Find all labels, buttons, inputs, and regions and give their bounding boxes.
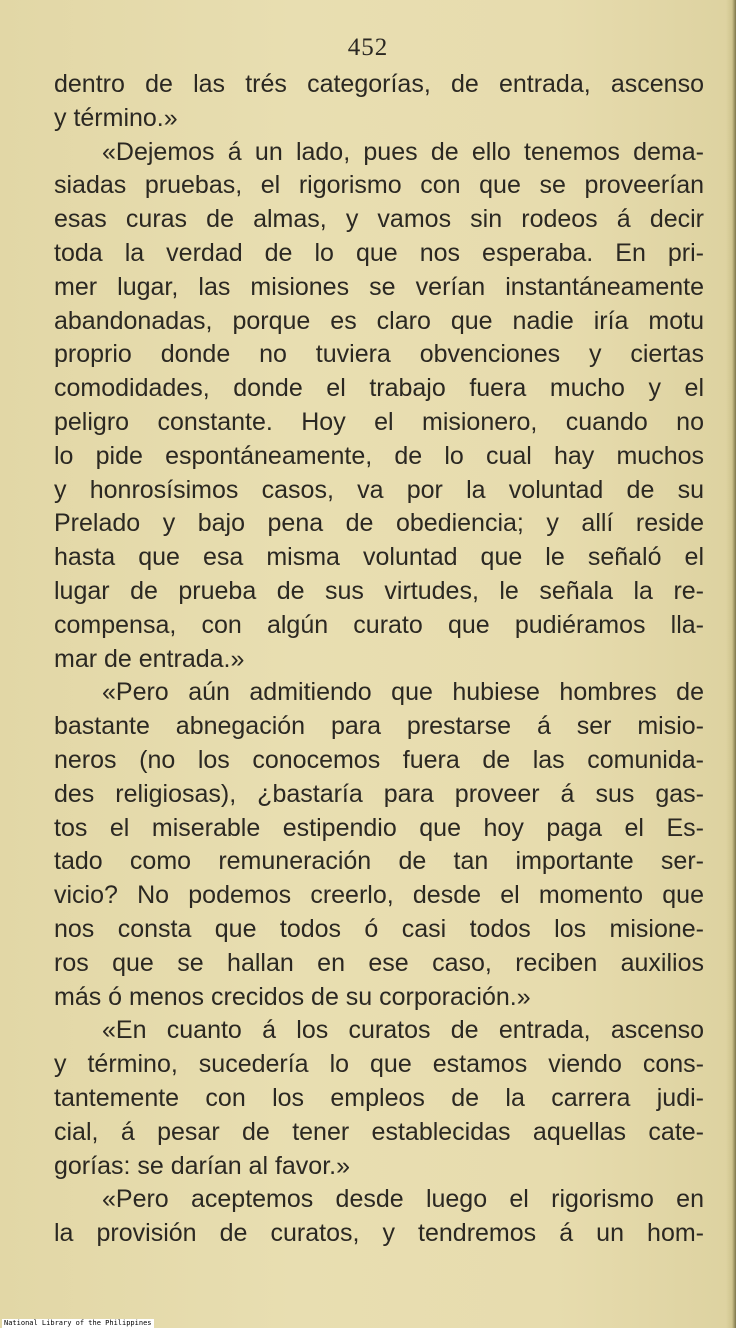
text-line: Prelado y bajo pena de obediencia; y allí reside (54, 509, 704, 538)
text-line: mer lugar, las misiones se verían instantáneamente (54, 272, 704, 301)
text-line: compensa, con algún curato que pudiéramos lla- (54, 610, 704, 639)
text-line: vicio? No podemos creerlo, desde el momento que (54, 881, 704, 910)
text-line: abandonadas, porque es claro que nadie iría motu (54, 306, 704, 335)
text-line: «Dejemos á un lado, pues de ello tenemos dema- (102, 137, 704, 166)
text-line: gorías: se darían al favor.» (54, 1151, 351, 1180)
text-line: dentro de las trés categorías, de entrada, ascenso (54, 70, 704, 98)
page-edge-shadow (726, 0, 736, 1328)
text-line: «Pero aún admitiendo que hubiese hombres de (102, 678, 704, 707)
page-number: 452 (347, 34, 389, 61)
text-line: ros que se hallan en ese caso, reciben auxilios (54, 948, 704, 977)
text-line: proprio donde no tuviera obvenciones y ciertas (54, 340, 704, 369)
text-line: bastante abnegación para prestarse á ser misio- (54, 712, 704, 741)
text-line: toda la verdad de lo que nos esperaba. En pri- (54, 238, 704, 267)
text-line: lugar de prueba de sus virtudes, le señala la re- (54, 576, 704, 605)
footer-credit: National Library of the Philippines (4, 1319, 152, 1327)
text-line: tantemente con los empleos de la carrera judi- (54, 1083, 704, 1112)
text-line: la provisión de curatos, y tendremos á un hom- (54, 1219, 704, 1248)
text-line: cial, á pesar de tener establecidas aquellas cate- (54, 1117, 704, 1146)
text-line: siadas pruebas, el rigorismo con que se proveerían (54, 171, 704, 200)
text-line: tos el miserable estipendio que hoy paga el Es- (54, 813, 704, 842)
text-line: hasta que esa misma voluntad que le señaló el (54, 543, 704, 572)
text-line: y honrosísimos casos, va por la voluntad de su (54, 475, 704, 504)
text-line: más ó menos crecidos de su corporación.» (54, 982, 531, 1011)
body-text (54, 68, 704, 1251)
text-line: des religiosas), ¿bastaría para proveer á sus gas- (54, 779, 704, 808)
text-line: mar de entrada.» (54, 644, 245, 673)
text-line: «En cuanto á los curatos de entrada, ascenso (102, 1016, 704, 1045)
text-line: y término, sucedería lo que estamos viendo cons- (54, 1050, 704, 1079)
text-line: comodidades, donde el trabajo fuera mucho y el (54, 374, 704, 403)
text-line: neros (no los conocemos fuera de las comunida- (54, 745, 704, 774)
text-line: y término.» (54, 103, 178, 132)
text-line: tado como remuneración de tan importante ser- (54, 847, 704, 876)
text-line: nos consta que todos ó casi todos los misione- (54, 914, 704, 943)
text-line: lo pide espontáneamente, de lo cual hay muchos (54, 441, 704, 470)
text-line: peligro constante. Hoy el misionero, cuando no (54, 407, 704, 436)
text-line: esas curas de almas, y vamos sin rodeos á decir (54, 205, 704, 234)
text-line: «Pero aceptemos desde luego el rigorismo en (102, 1185, 704, 1214)
